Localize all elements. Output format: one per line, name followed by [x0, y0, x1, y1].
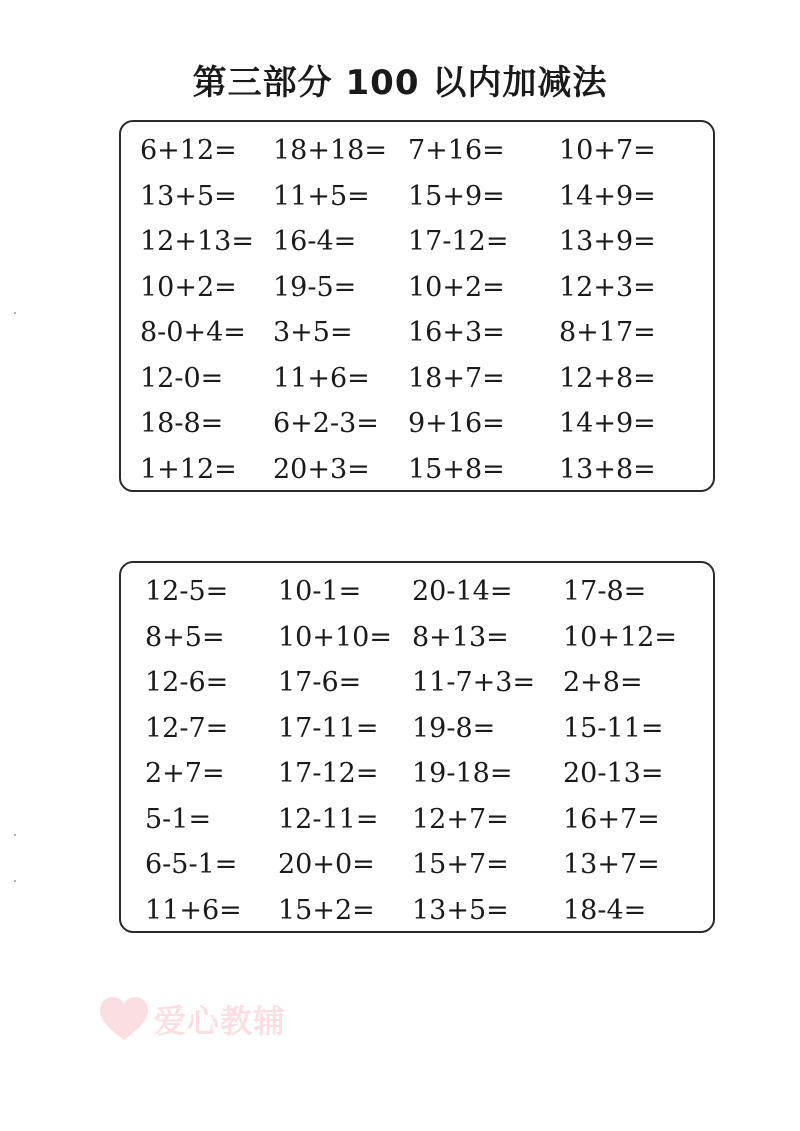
problem-cell: 18+7=	[408, 362, 505, 394]
problem-cell: 15+8=	[408, 453, 505, 485]
watermark	[98, 996, 286, 1042]
problem-cell: 10+2=	[408, 271, 505, 303]
problem-cell: 7+16=	[408, 135, 505, 166]
problem-cell: 6-5-1=	[145, 849, 238, 880]
problem-cell: 11+6=	[273, 362, 370, 394]
problem-cell: 19-8=	[412, 712, 496, 744]
problem-cell: 13+5=	[412, 894, 509, 926]
scan-speck	[14, 834, 16, 836]
problem-cell: 12-6=	[145, 667, 229, 698]
problem-cell: 18-8=	[140, 408, 224, 439]
problem-cell: 15+2=	[278, 894, 375, 926]
problem-cell: 13+7=	[563, 849, 660, 880]
problem-cell: 18+18=	[273, 135, 387, 166]
problem-cell: 17-12=	[408, 226, 509, 257]
problem-cell: 20-13=	[563, 758, 664, 789]
problem-cell: 2+8=	[563, 667, 643, 698]
problem-cell: 17-11=	[278, 712, 379, 744]
problem-cell: 12+13=	[140, 226, 254, 257]
problem-cell: 10+2=	[140, 271, 237, 303]
problem-cell: 5-1=	[145, 803, 212, 835]
problem-cell: 13+5=	[140, 180, 237, 212]
problem-cell: 12-11=	[278, 803, 379, 835]
problem-cell: 15-11=	[563, 712, 664, 744]
problem-cell: 12-7=	[145, 712, 229, 744]
problem-cell: 11-7+3=	[412, 667, 536, 698]
problem-cell: 17-6=	[278, 667, 362, 698]
problem-cell: 10+12=	[563, 621, 677, 653]
problem-cell: 10+7=	[559, 135, 656, 166]
problem-cell: 19-18=	[412, 758, 513, 789]
problem-cell: 1+12=	[140, 453, 237, 485]
problem-cell: 12+7=	[412, 803, 509, 835]
problem-cell: 9+16=	[408, 408, 505, 439]
problem-cell: 6+12=	[140, 135, 237, 166]
problem-cell: 15+9=	[408, 180, 505, 212]
problem-cell: 12-5=	[145, 576, 229, 607]
problem-cell: 3+5=	[273, 317, 353, 348]
problem-cell: 12+3=	[559, 271, 656, 303]
problem-cell: 13+9=	[559, 226, 656, 257]
problem-cell: 19-5=	[273, 271, 357, 303]
problem-cell: 10+10=	[278, 621, 392, 653]
watermark-text: 爱心教辅	[154, 1002, 287, 1040]
problem-cell: 11+5=	[273, 180, 370, 212]
problem-cell: 20+3=	[273, 453, 370, 485]
problem-cell: 15+7=	[412, 849, 509, 880]
problem-cell: 12+8=	[559, 362, 656, 394]
problem-cell: 16+7=	[563, 803, 660, 835]
problem-cell: 20-14=	[412, 576, 513, 607]
scan-speck	[14, 312, 16, 314]
problem-cell: 17-12=	[278, 758, 379, 789]
problem-cell: 8-0+4=	[140, 317, 246, 348]
heart-icon	[98, 996, 150, 1042]
problem-cell: 8+17=	[559, 317, 656, 348]
problem-cell: 13+8=	[559, 453, 656, 485]
problem-cell: 16-4=	[273, 226, 357, 257]
problem-cell: 18-4=	[563, 894, 647, 926]
problem-cell: 16+3=	[408, 317, 505, 348]
scan-speck	[14, 880, 16, 882]
problem-cell: 6+2-3=	[273, 408, 379, 439]
problem-cell: 8+5=	[145, 621, 225, 653]
problem-cell: 11+6=	[145, 894, 242, 926]
page-title: 第三部分 100 以内加减法	[192, 63, 608, 103]
problem-cell: 14+9=	[559, 180, 656, 212]
problem-cell: 2+7=	[145, 758, 225, 789]
problem-cell: 10-1=	[278, 576, 362, 607]
problem-cell: 17-8=	[563, 576, 647, 607]
problem-cell: 14+9=	[559, 408, 656, 439]
problem-cell: 20+0=	[278, 849, 375, 880]
problem-cell: 12-0=	[140, 362, 224, 394]
problem-cell: 8+13=	[412, 621, 509, 653]
